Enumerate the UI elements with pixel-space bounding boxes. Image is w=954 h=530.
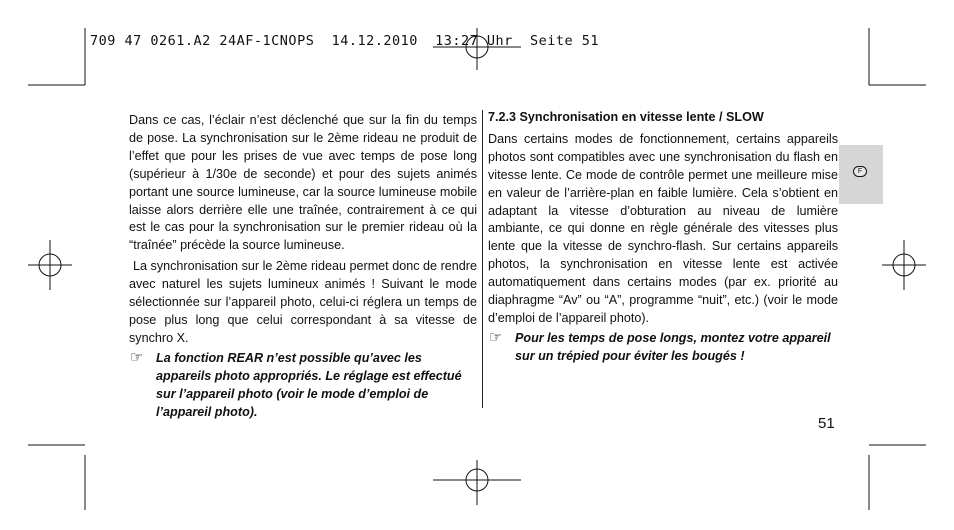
print-slug: 709 47 0261.A2 24AF-1CNOPS 14.12.2010 13:27 Uhr Seite 51 xyxy=(90,33,600,49)
page-number: 51 xyxy=(818,415,835,432)
left-paragraph-2: La synchronisation sur le 2ème rideau permet donc de rendre avec naturel les sujets lumineux animés ! Suivant le mode sélectionnée sur l’appareil photo, celui-ci réglera un temps de pose plus long que celui correspondant à sa vitesse de synchro X. xyxy=(129,259,477,345)
registration-target-bottom xyxy=(433,460,521,505)
left-note-text: La fonction REAR n’est possible qu’avec les appareils photo appropriés. Le réglage est effectué sur l’appareil photo (voir le mode d’emploi de l’appareil photo). xyxy=(156,350,462,419)
right-paragraph-1: Dans certains modes de fonctionnement, certains appareils photos sont compatibles avec une synchronisation du flash en vitesse lente. Ce mode de contrôle permet une meilleure mise en valeur de l’arrière-plan en faible lumière. Cela s’obtient en adaptant la vitesse d’obturation au niveau de lumière ambiante, ce qui donne en règle générale des vitesses plus lente que la vitesse de synchro-flash. Sur certains appareils photos, la synchronisation en vitesse lente est activée automatiquement dans certains modes (par ex. priorité au diaphragme “Av” ou “A”, programme “nuit”, etc.) (voir le mode d’emploi de l’appareil photo). xyxy=(488,131,838,325)
registration-target-left xyxy=(28,240,72,290)
left-note xyxy=(129,350,477,422)
column-divider xyxy=(482,110,483,408)
right-note-text: Pour les temps de pose longs, montez votre appareil sur un trépied pour éviter les bougés ! xyxy=(515,330,831,363)
left-paragraph-1: Dans ce cas, l’éclair n’est déclenché que sur la fin du temps de pose. La synchronisation sur le 2ème rideau ne produit de l’effet que pour les prises de vue avec temps de pose long (supérieur à 1/30e de seconde) et pour des sujets animés portant une source lumineuse, car la source lumineuse mobile laisse alors derrière elle une traînée, contrairement à ce qui est le cas pour la synchronisation sur le premier rideau où la “traînée” précède la source lumineuse. xyxy=(129,113,477,253)
section-heading: 7.2.3 Synchronisation en vitesse lente / SLOW xyxy=(488,110,764,124)
pointing-hand-icon: ☞ xyxy=(489,328,503,346)
left-column xyxy=(129,112,477,421)
right-note xyxy=(488,330,838,366)
language-badge: F xyxy=(853,166,867,177)
right-column xyxy=(488,109,838,366)
registration-target-right xyxy=(882,240,926,290)
pointing-hand-icon: ☞ xyxy=(130,348,144,366)
